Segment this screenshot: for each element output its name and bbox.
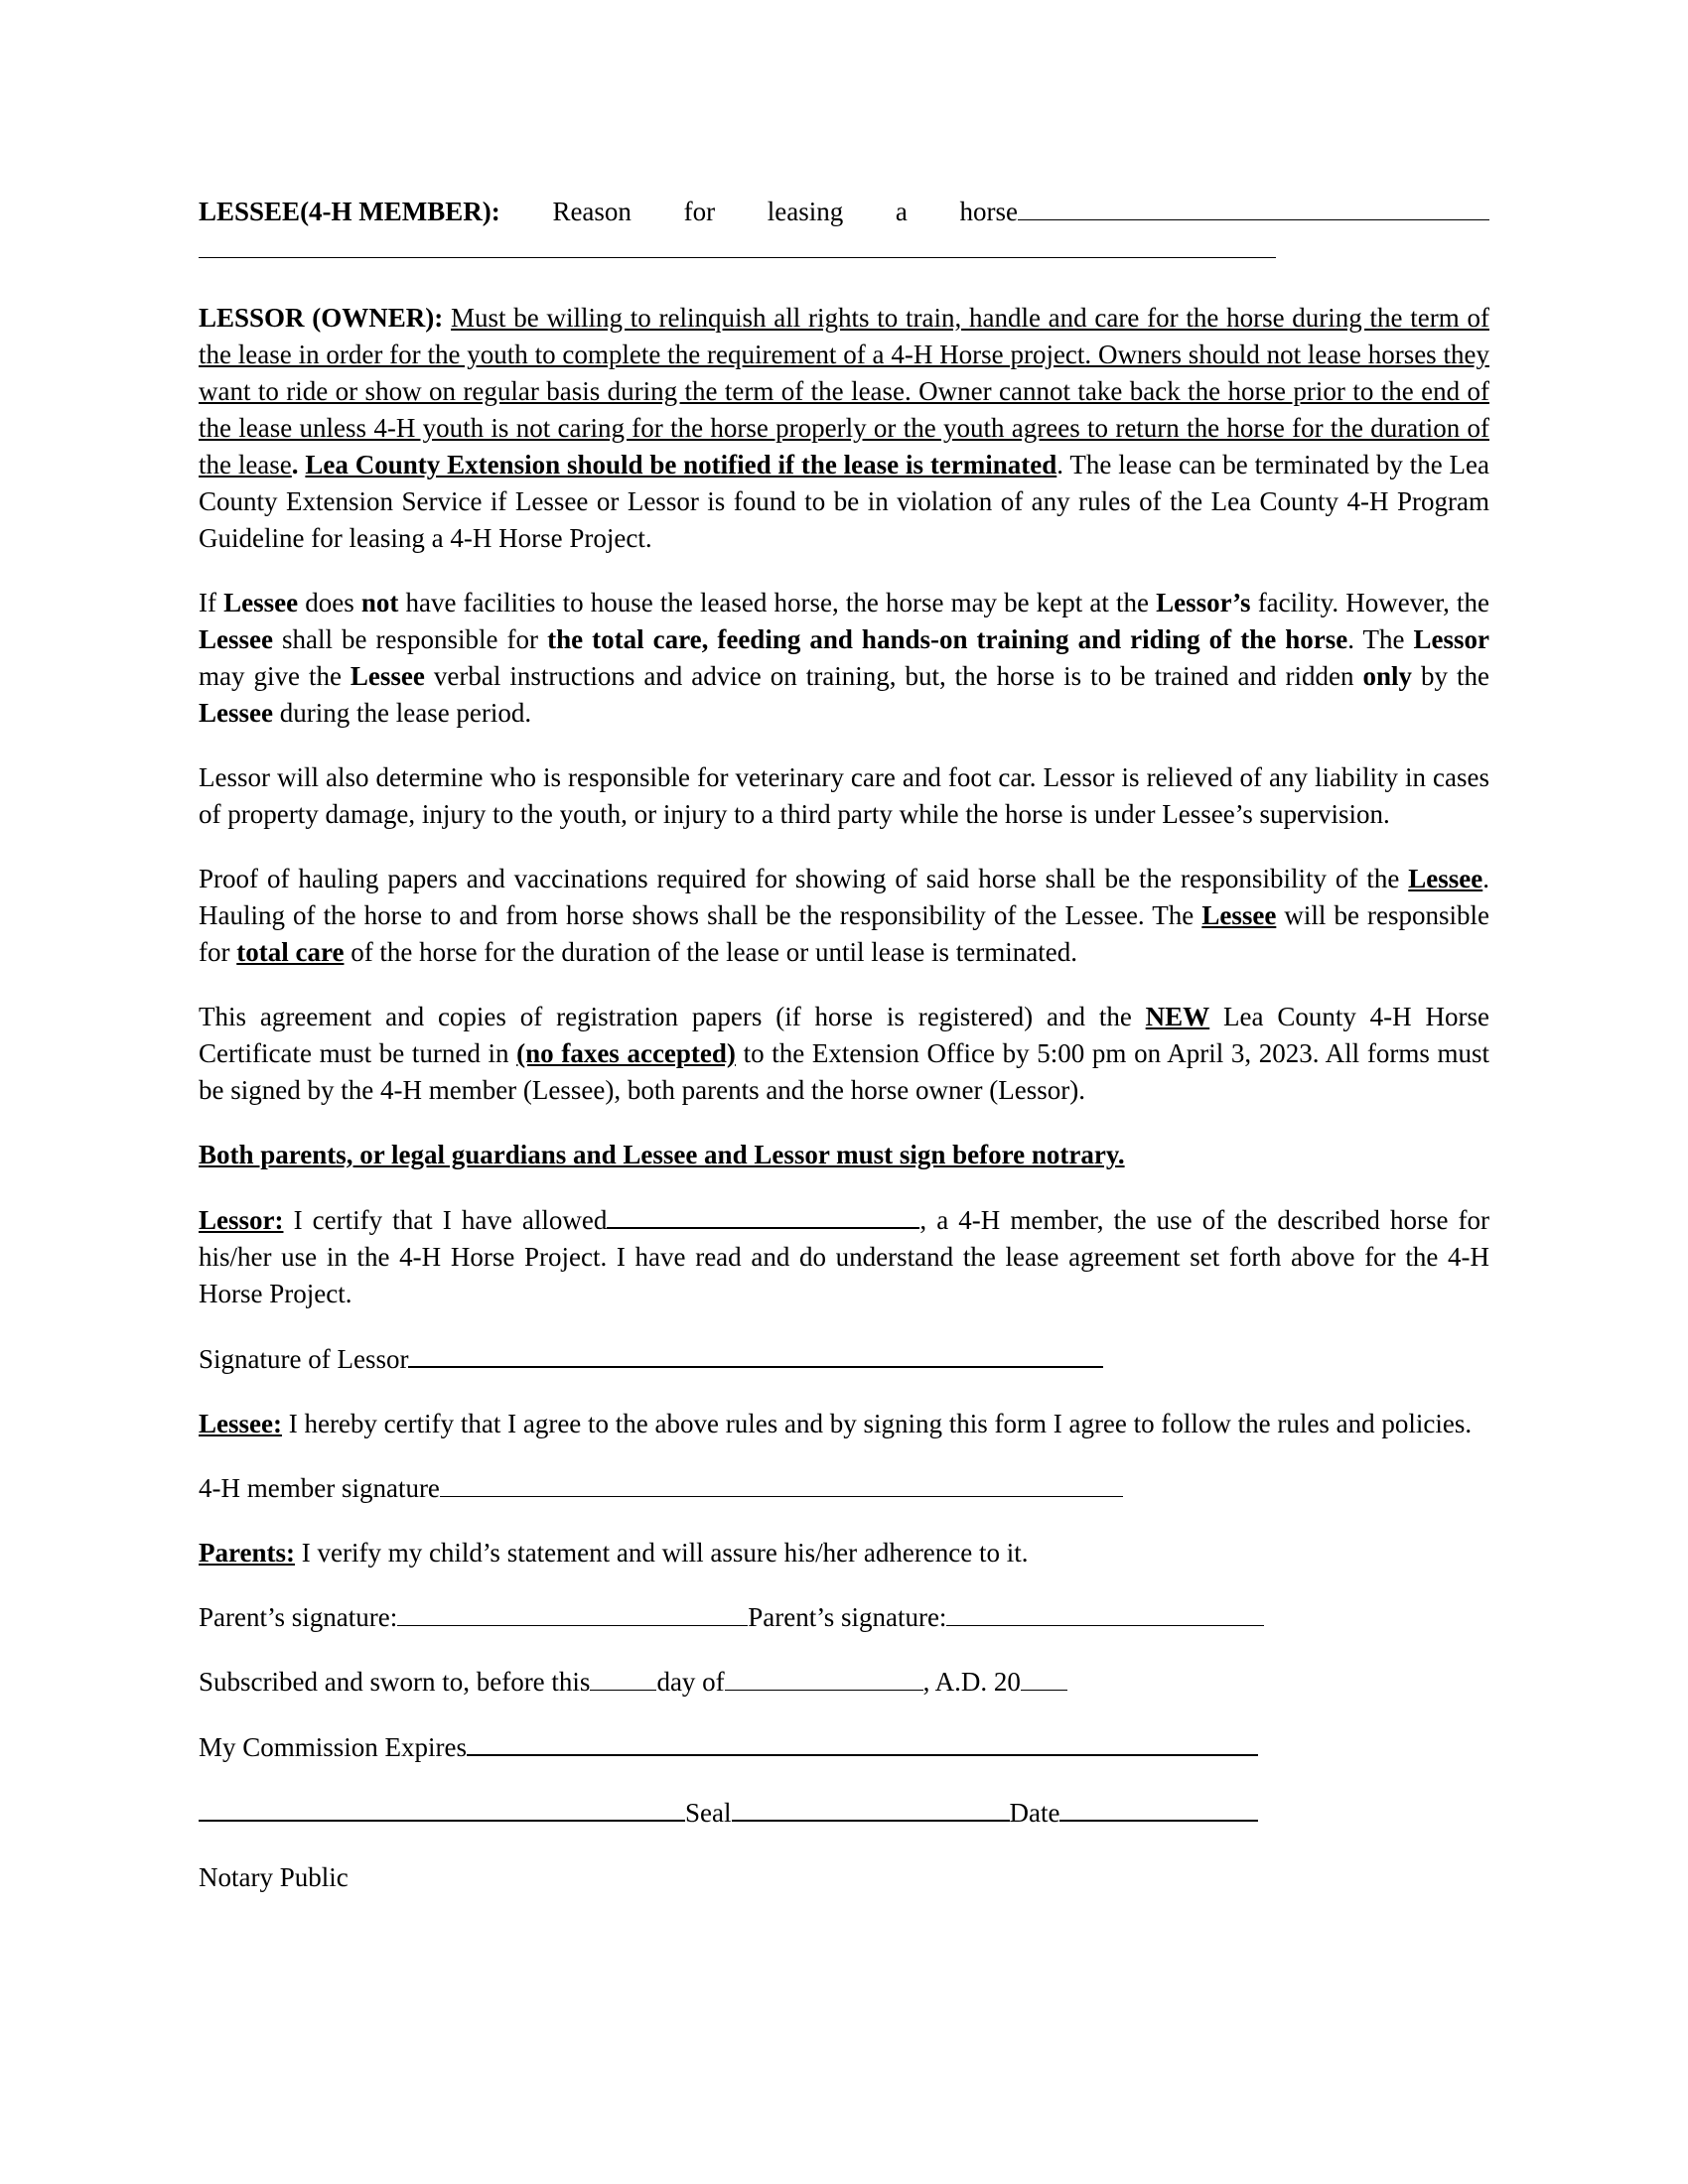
- notary-seal-date-row: [199, 1794, 1489, 1832]
- lessee-reason-field[interactable]: [960, 194, 1489, 230]
- sworn-row: Subscribed and sworn to, before this day of , A.D. 20: [199, 1664, 1489, 1701]
- lessor-signature-label: Signature of Lessor: [199, 1344, 409, 1374]
- day-blank[interactable]: [590, 1664, 656, 1691]
- date-label: Date: [1009, 1798, 1060, 1828]
- lessee-label: LESSEE(4-H MEMBER):: [199, 197, 500, 226]
- member-signature-row: [199, 1470, 1489, 1507]
- commission-label: My Commission Expires: [199, 1732, 468, 1762]
- notary-signature-blank[interactable]: [199, 1794, 685, 1822]
- parent-signatures-row: [199, 1599, 1489, 1636]
- punctuation: .: [291, 450, 299, 479]
- member-signature-blank[interactable]: [440, 1470, 1123, 1497]
- facilities-paragraph: If Lessee does not have facilities to house the leased horse, the horse may be kept at the Lessor’s facility. However, the Lessee shall be responsible for the total care, feeding and hands-on training and riding of the horse. The Lessor may give the Lessee verbal instructions and advice on training, but, the horse is to be trained and ridden only by the Lessee during the lease period.: [199, 588, 1490, 728]
- lessor-owner-paragraph: [199, 300, 1489, 557]
- hauling-paragraph: Proof of hauling papers and vaccinations required for showing of said horse shall be the responsibility of the Lessee. Hauling of the horse to and from horse shows shall be the responsibility of the Lessee. The Lessee will be responsible for total care of the horse for the duration of the lease or until lease is terminated.: [199, 864, 1490, 967]
- commission-row: [199, 1728, 1489, 1766]
- agreement-paragraph: This agreement and copies of registration papers (if horse is registered) and the NEW Lea County 4-H Horse Certificate must be turned in (no faxes accepted) to the Extension Office by 5:00 pm on April 3, 2023. All forms must be signed by the 4-H member (Lessee), both parents and the horse owner (Lessor).: [199, 1002, 1489, 1105]
- member-signature-label: 4-H member signature: [199, 1473, 440, 1503]
- termination-text: . The lease can be terminated by the Lea County Extension Service if Lessee or Lessor is found to be in violation of any rules of the Lea County 4-H Program Guideline for leasing a 4-H Horse Project.: [199, 450, 1490, 553]
- month-blank[interactable]: [725, 1664, 923, 1691]
- parents-certification: Parents: I verify my child’s statement and will assure his/her adherence to it.: [199, 1538, 1029, 1568]
- lessor-cert-label: Lessor:: [199, 1205, 284, 1235]
- lessee-word: Reason: [552, 197, 632, 226]
- lessee-word: leasing: [767, 197, 844, 226]
- parent-signature-label: Parent’s signature:: [748, 1602, 947, 1632]
- parent-signature-2-blank[interactable]: [946, 1599, 1264, 1626]
- year-blank[interactable]: [1021, 1664, 1067, 1691]
- date-blank[interactable]: [1059, 1794, 1258, 1822]
- seal-label: Seal: [685, 1798, 732, 1828]
- parents-cert-label: Parents:: [199, 1538, 295, 1568]
- notary-requirement-heading: Both parents, or legal guardians and Lessee and Lessor must sign before notrary.: [199, 1140, 1125, 1169]
- reason-blank[interactable]: [1018, 194, 1489, 220]
- notary-public-label: Notary Public: [199, 1862, 349, 1892]
- lessor-owner-terms: Must be willing to relinquish all rights to train, handle and care for the horse during the term of the lease in order for the youth to complete the requirement of a 4-H Horse project. Owners should not lease horses they want to ride or show on regular basis during the term of the lease. Owner cannot take back the horse prior to the end of the lease unless 4-H youth is not caring for the horse properly or the youth agrees to return the horse for the duration of the lease: [199, 303, 1489, 479]
- commission-blank[interactable]: [467, 1728, 1258, 1756]
- lessee-certification: Lessee: I hereby certify that I agree to the above rules and by signing this form I agree to follow the rules and policies.: [199, 1409, 1473, 1438]
- parent-signature-label: Parent’s signature:: [199, 1602, 398, 1632]
- lessee-word: horse: [959, 197, 1018, 226]
- parent-signature-1-blank[interactable]: [397, 1599, 748, 1626]
- lessor-signature-blank[interactable]: [408, 1340, 1103, 1368]
- lessor-signature-row: [199, 1340, 1489, 1378]
- lessee-word: for: [683, 197, 716, 226]
- lessee-word: a: [895, 197, 908, 226]
- lessor-certification: Lessor: I certify that I have allowed , a 4-H member, the use of the described horse for his/her use in the 4-H Horse Project. I have read and do understand the lease agreement set forth above for the 4-H Horse Project.: [199, 1201, 1489, 1312]
- seal-blank[interactable]: [732, 1794, 1010, 1822]
- lessor-owner-label: LESSOR (OWNER):: [199, 303, 444, 333]
- lessee-reason-line: [199, 194, 1489, 230]
- liability-paragraph: Lessor will also determine who is responsible for veterinary care and foot car. Lessor is relieved of any liability in cases of property damage, injury to the youth, or injury to a third party while the horse is under Lessee’s supervision.: [199, 762, 1489, 829]
- reason-continuation-line[interactable]: [199, 256, 1276, 258]
- member-name-blank[interactable]: [607, 1201, 919, 1229]
- termination-notice: Lea County Extension should be notified if the lease is terminated: [305, 450, 1057, 479]
- lessee-cert-label: Lessee:: [199, 1409, 282, 1438]
